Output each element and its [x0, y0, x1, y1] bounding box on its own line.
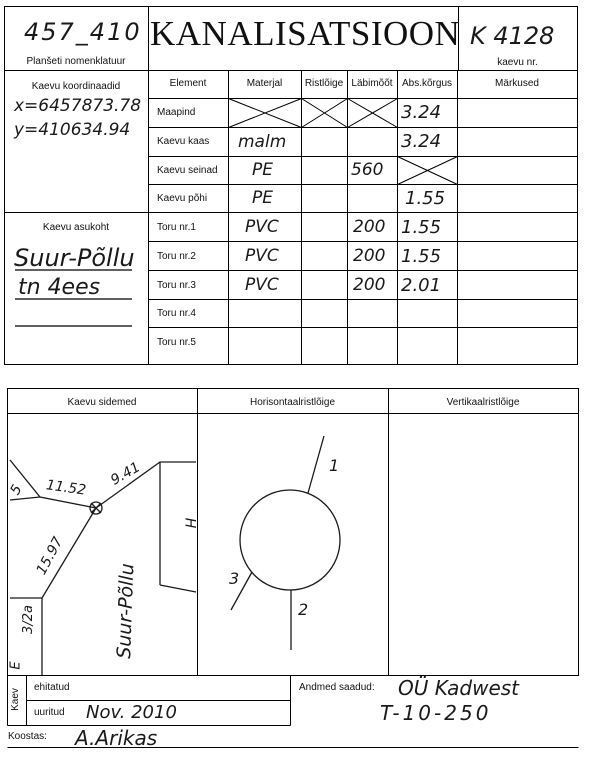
header-diameter: Läbimõõt: [351, 78, 393, 89]
row-diameter: 560: [351, 160, 384, 180]
row-material: PVC: [245, 217, 279, 237]
surveyed-label: uuritud: [34, 707, 65, 718]
row-height: 1.55: [401, 246, 442, 267]
header-material: Materjal: [246, 78, 283, 89]
data-source-value: OÜ Kadwest: [398, 676, 520, 700]
built-label: ehitatud: [34, 682, 70, 693]
row-element: Kaevu seinad: [157, 165, 218, 176]
row-element: Toru nr.4: [157, 308, 196, 319]
location-label: Kaevu asukoht: [42, 222, 110, 233]
row-height: 3.24: [401, 131, 442, 152]
row-element: Toru nr.5: [157, 337, 196, 348]
row-material: PVC: [245, 246, 279, 266]
row-element: Maapind: [157, 107, 196, 118]
sheet-number: 457_410: [24, 18, 142, 46]
surveyed-value: Nov. 2010: [86, 702, 177, 723]
tie-distance-2: 9.41: [108, 459, 144, 489]
page-title: KANALISATSIOON: [150, 14, 461, 53]
coordinates-label: Kaevu koordinaadid: [31, 81, 121, 92]
pipe-label-1: 1: [329, 456, 340, 475]
building-label-h: H: [181, 517, 198, 529]
header-cross-section: Ristlõige: [304, 78, 344, 89]
header-element: Element: [169, 78, 207, 89]
data-source-ref: T-10-250: [380, 701, 492, 725]
row-height: 1.55: [401, 217, 442, 238]
section-horizontal-label: Horisontaalristlõige: [249, 397, 336, 408]
coordinate-y: y=410634.94: [14, 120, 131, 140]
pipe-label-2: 2: [298, 600, 309, 619]
row-material: malm: [238, 132, 287, 152]
pipe-label-3: 3: [229, 569, 240, 588]
well-number: K 4128: [470, 22, 555, 50]
row-material: PE: [252, 188, 273, 208]
section-ties-label: Kaevu sidemed: [67, 397, 137, 408]
row-element: Toru nr.2: [157, 251, 196, 262]
kaev-label: Kaev: [9, 688, 21, 711]
row-diameter: 200: [353, 275, 386, 295]
building-label-3-2a: 3/2a: [20, 605, 36, 634]
tie-distance-1: 11.52: [45, 477, 88, 499]
sheet-number-label: Planšeti nomenklatuur: [26, 56, 126, 67]
horizontal-section-sketch: [231, 436, 340, 650]
row-element: Toru nr.1: [157, 222, 196, 233]
row-height: 1.55: [405, 188, 446, 209]
building-label-5: 5: [7, 482, 26, 498]
author-value: A.Arikas: [75, 726, 158, 750]
row-material: PVC: [245, 275, 279, 295]
building-label-e: E: [8, 661, 24, 670]
street-name: Suur-Põllu: [113, 562, 139, 660]
row-element: Toru nr.3: [157, 280, 196, 291]
row-diameter: 200: [353, 246, 386, 266]
header-notes: Märkused: [495, 78, 539, 89]
row-element: Kaevu põhi: [157, 193, 208, 204]
row-height: 2.01: [401, 275, 442, 296]
coordinate-x: x=6457873.78: [14, 96, 142, 116]
location-detail: tn 4ees: [18, 275, 101, 300]
row-height: 3.24: [401, 102, 442, 123]
row-element: Kaevu kaas: [157, 136, 210, 147]
section-vertical-label: Vertikaalristlõige: [446, 397, 520, 408]
well-number-label: kaevu nr.: [497, 57, 538, 68]
location-street: Suur-Põllu: [14, 244, 135, 272]
header-abs-height: Abs.kõrgus: [401, 78, 453, 89]
data-source-label: Andmed saadud:: [299, 682, 375, 693]
tie-distance-3: 15.97: [33, 534, 67, 578]
author-label: Koostas:: [8, 731, 47, 742]
row-diameter: 200: [353, 217, 386, 237]
row-material: PE: [252, 160, 273, 180]
